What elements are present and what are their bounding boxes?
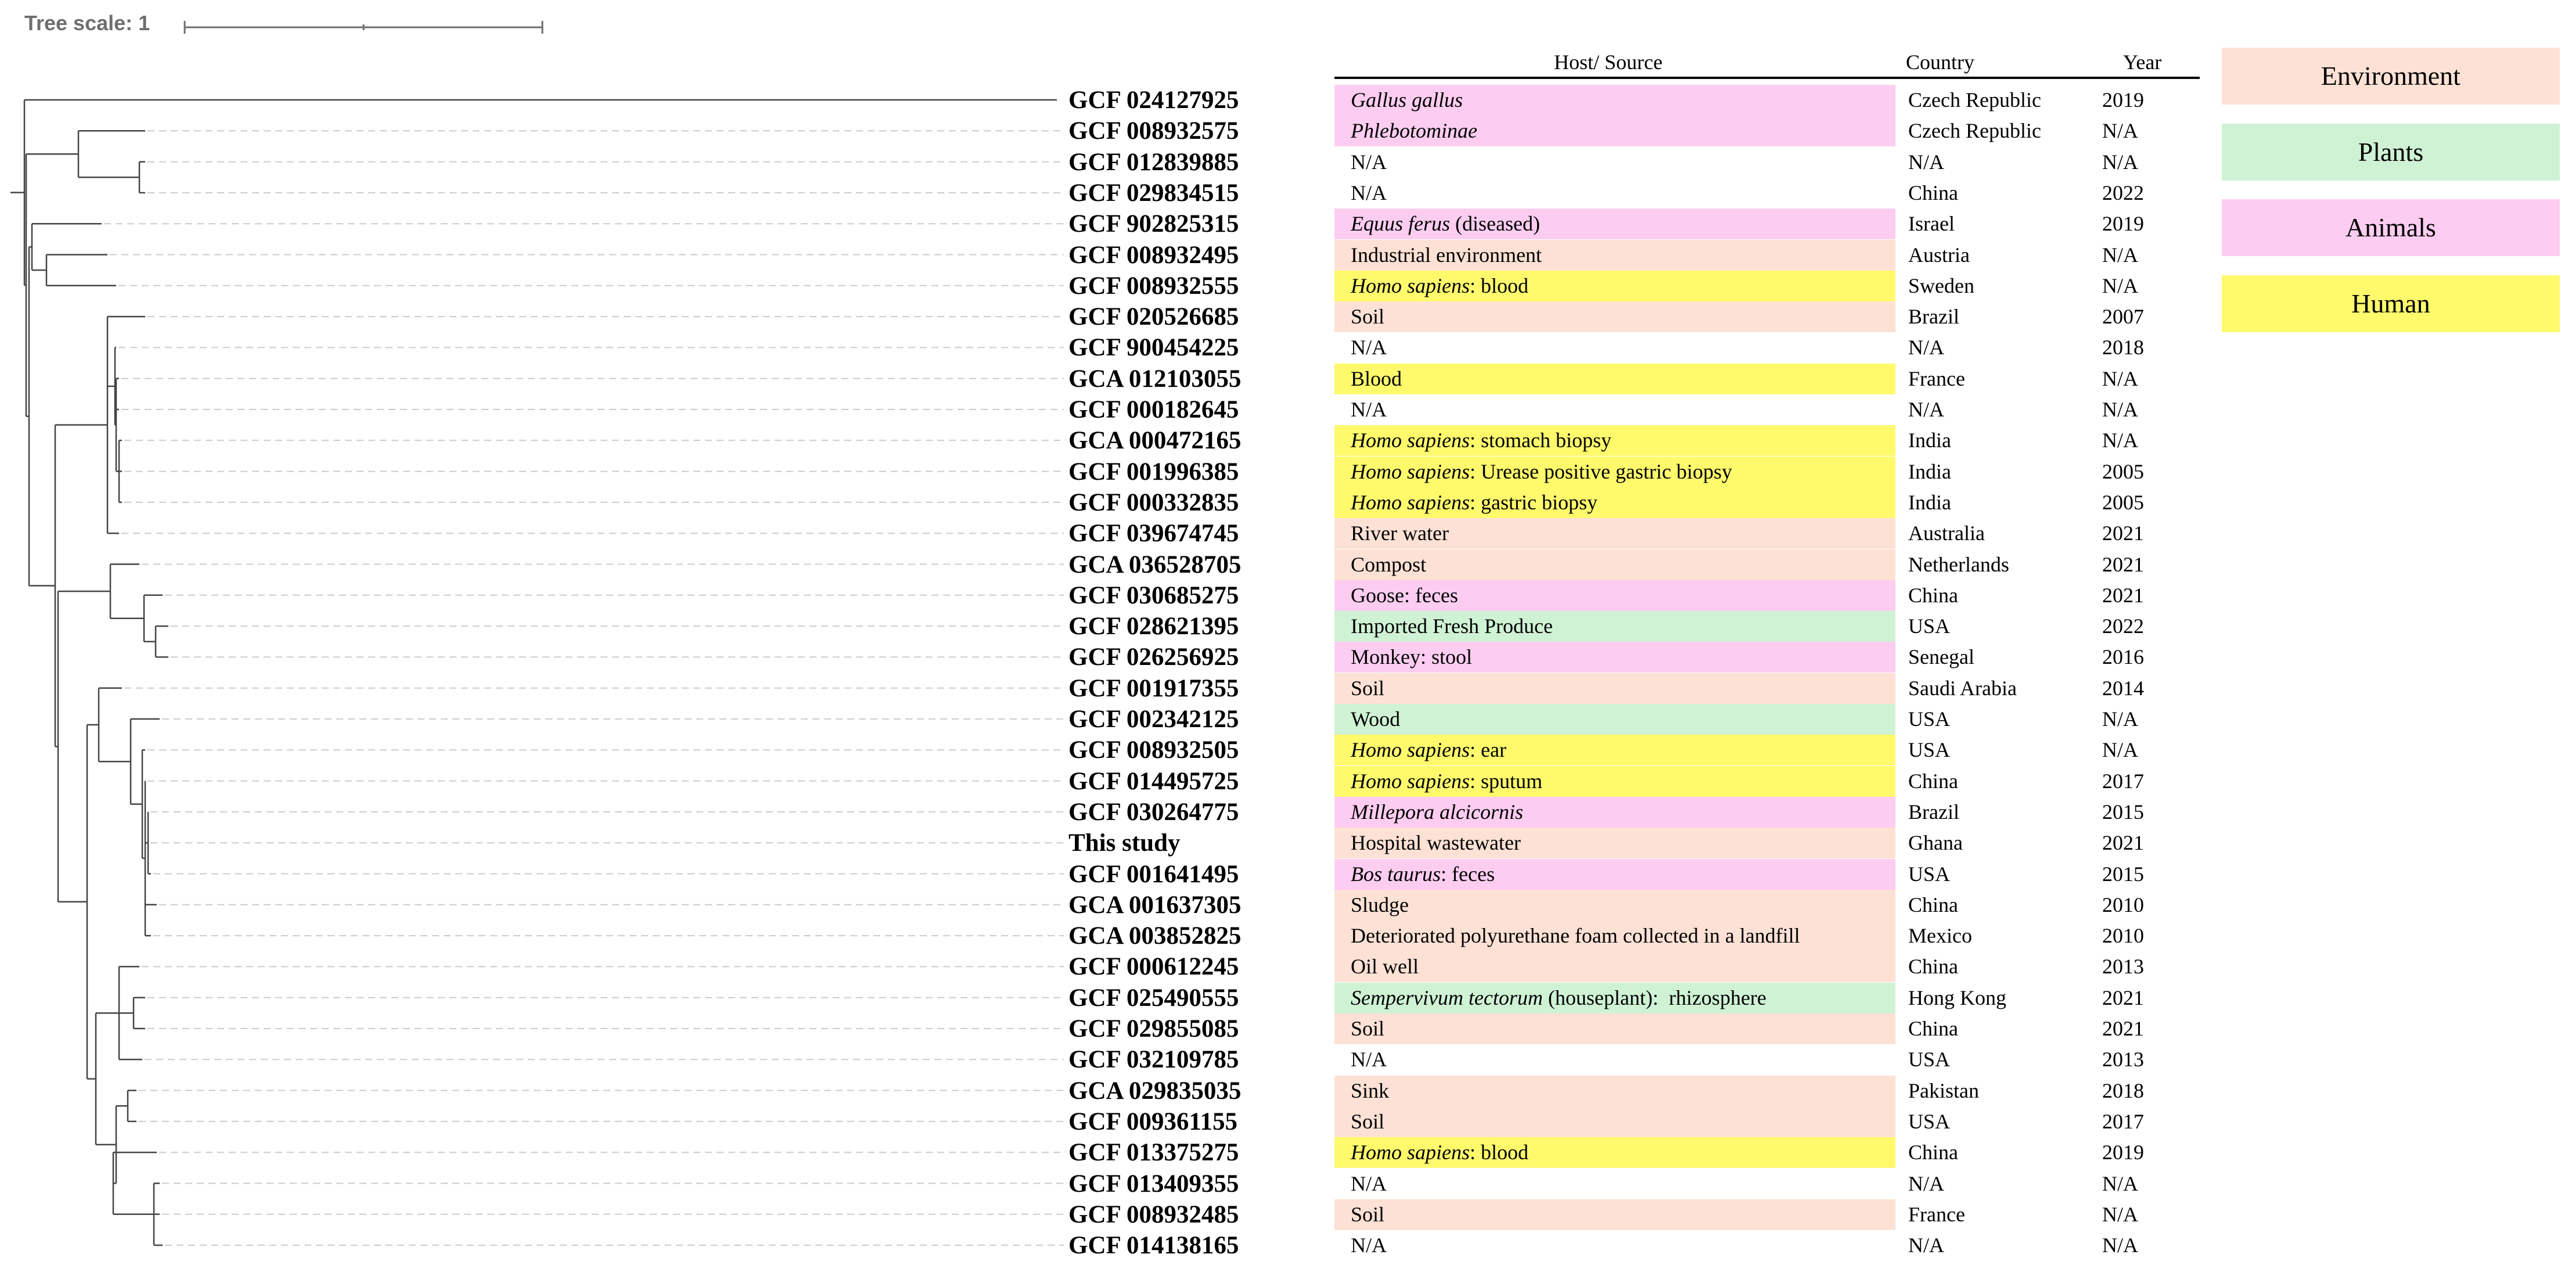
year-cell: N/A xyxy=(2102,243,2138,267)
host-source-text: Goose: feces xyxy=(1351,583,1458,607)
year-cell: 2005 xyxy=(2102,490,2144,514)
country-cell: N/A xyxy=(1908,150,1944,174)
leaf-label: GCA 012103055 xyxy=(1068,365,1242,393)
host-source-text: : gastric biopsy xyxy=(1470,490,1598,514)
country-cell: Netherlands xyxy=(1908,552,2009,576)
host-source-text: Imported Fresh Produce xyxy=(1351,614,1553,638)
host-source-cell xyxy=(1334,580,1895,611)
host-source-text: : ear xyxy=(1470,738,1506,762)
host-source-cell xyxy=(1334,1168,1895,1199)
year-cell: 2021 xyxy=(2102,1017,2144,1040)
year-cell: 2019 xyxy=(2102,88,2144,112)
host-source-cell xyxy=(1334,1076,1895,1106)
country-cell: N/A xyxy=(1908,398,1944,421)
host-species-name: Homo sapiens xyxy=(1351,459,1470,483)
country-cell: Ghana xyxy=(1908,831,1963,855)
country-cell: Austria xyxy=(1908,243,1970,267)
year-cell: N/A xyxy=(2102,1234,2138,1257)
host-source-cell xyxy=(1334,549,1895,580)
leaf-label: GCF 001641495 xyxy=(1068,860,1239,888)
host-source-cell xyxy=(1334,425,1895,456)
year-cell: N/A xyxy=(2102,429,2138,452)
host-source-cell xyxy=(1334,890,1895,921)
country-cell: China xyxy=(1908,955,1958,979)
country-cell: USA xyxy=(1908,862,1951,886)
leaf-label: GCF 002342125 xyxy=(1068,706,1239,733)
country-cell: N/A xyxy=(1908,1234,1944,1257)
host-source-text: : feces xyxy=(1441,862,1495,886)
leaf-label: GCF 001996385 xyxy=(1068,458,1239,486)
host-species-name: Homo sapiens xyxy=(1351,490,1470,514)
leaf-label: GCF 013409355 xyxy=(1068,1170,1239,1198)
host-species-name: Bos taurus xyxy=(1351,862,1441,886)
legend-item-plants: Plants xyxy=(2222,124,2560,181)
host-source-text: Soil xyxy=(1351,1202,1385,1226)
host-species-name: Millepora alcicornis xyxy=(1351,800,1523,824)
host-source-cell xyxy=(1334,301,1895,332)
host-source-cell xyxy=(1334,983,1895,1013)
host-species-name: Phlebotominae xyxy=(1351,119,1477,143)
legend-item-human: Human xyxy=(2222,275,2560,332)
country-cell: France xyxy=(1908,1202,1965,1226)
leaf-label: GCF 008932485 xyxy=(1068,1200,1239,1228)
leaf-label: GCA 003852825 xyxy=(1068,922,1242,950)
host-source-cell xyxy=(1334,828,1895,858)
host-source-text: Sludge xyxy=(1351,893,1409,916)
leaf-label: GCF 012839885 xyxy=(1068,148,1239,176)
host-source-text: Hospital wastewater xyxy=(1351,831,1521,855)
host-source-cell xyxy=(1334,859,1895,890)
year-cell: N/A xyxy=(2102,274,2138,297)
host-source-cell xyxy=(1334,364,1895,394)
host-source-cell xyxy=(1334,208,1895,239)
leaf-label: GCF 000182645 xyxy=(1068,396,1239,423)
country-cell: Pakistan xyxy=(1908,1078,1979,1102)
leaf-label: This study xyxy=(1068,829,1181,857)
year-cell: N/A xyxy=(2102,366,2138,390)
host-source-text: Compost xyxy=(1351,552,1427,576)
host-source-text: River water xyxy=(1351,522,1449,545)
host-species-name: Homo sapiens xyxy=(1351,429,1470,452)
host-source-cell xyxy=(1334,85,1895,116)
host-source-text: Deteriorated polyurethane foam collected in a landfill xyxy=(1351,924,1800,948)
year-cell: 2021 xyxy=(2102,986,2144,1009)
host-source-cell xyxy=(1334,240,1895,271)
year-cell: 2010 xyxy=(2102,924,2144,948)
host-species-name: Gallus gallus xyxy=(1351,88,1463,112)
leaf-label: GCF 009361155 xyxy=(1068,1108,1238,1135)
host-source-text: N/A xyxy=(1351,181,1387,204)
country-cell: Sweden xyxy=(1908,274,1974,297)
host-source-cell xyxy=(1334,704,1895,735)
leaf-label: GCF 000612245 xyxy=(1068,953,1239,981)
host-source-cell xyxy=(1334,735,1895,765)
leaf-label: GCF 013375275 xyxy=(1068,1139,1239,1167)
country-cell: Mexico xyxy=(1908,924,1972,948)
leaf-label: GCF 030264775 xyxy=(1068,798,1239,826)
year-cell: N/A xyxy=(2102,398,2138,421)
host-species-name: Homo sapiens xyxy=(1351,1141,1470,1164)
host-source-text: Monkey: stool xyxy=(1351,645,1473,669)
year-cell: N/A xyxy=(2102,119,2138,143)
host-species-name: Homo sapiens xyxy=(1351,769,1470,793)
country-cell: Australia xyxy=(1908,522,1985,545)
country-cell: China xyxy=(1908,1017,1958,1040)
host-source-text: Oil well xyxy=(1351,955,1419,979)
year-cell: 2015 xyxy=(2102,800,2144,824)
host-source-cell xyxy=(1334,518,1895,549)
host-source-text: Wood xyxy=(1351,707,1401,731)
year-cell: 2021 xyxy=(2102,831,2144,855)
host-source-text: N/A xyxy=(1351,1171,1387,1195)
host-source-cell xyxy=(1334,642,1895,673)
year-cell: N/A xyxy=(2102,738,2138,762)
host-source-cell xyxy=(1334,797,1895,828)
leaf-label: GCF 028621395 xyxy=(1068,613,1239,641)
year-cell: 2018 xyxy=(2102,336,2144,359)
host-source-text: Soil xyxy=(1351,676,1385,700)
year-cell: 2007 xyxy=(2102,305,2144,329)
country-cell: China xyxy=(1908,769,1958,793)
leaf-label: GCF 008932555 xyxy=(1068,272,1239,300)
leaf-label: GCA 029835035 xyxy=(1068,1077,1242,1105)
country-cell: USA xyxy=(1908,738,1951,762)
country-cell: India xyxy=(1908,490,1951,514)
host-species-name: Equus ferus xyxy=(1351,212,1450,236)
year-cell: 2017 xyxy=(2102,769,2144,793)
leaf-label: GCF 001917355 xyxy=(1068,674,1239,702)
host-source-cell xyxy=(1334,178,1895,208)
leaf-label: GCF 029855085 xyxy=(1068,1015,1239,1042)
host-source-cell xyxy=(1334,1044,1895,1075)
tree-scale-label: Tree scale: 1 xyxy=(24,11,150,35)
country-cell: USA xyxy=(1908,1048,1951,1072)
host-source-cell xyxy=(1334,332,1895,363)
year-cell: 2013 xyxy=(2102,1048,2144,1072)
header-country: Country xyxy=(1906,51,1975,74)
year-cell: 2005 xyxy=(2102,459,2144,483)
year-cell: 2018 xyxy=(2102,1078,2144,1102)
host-source-cell xyxy=(1334,116,1895,146)
year-cell: 2019 xyxy=(2102,212,2144,236)
year-cell: 2014 xyxy=(2102,676,2144,700)
year-cell: 2021 xyxy=(2102,583,2144,607)
leaf-label: GCF 029834515 xyxy=(1068,179,1239,207)
host-source-cell xyxy=(1334,394,1895,425)
country-cell: N/A xyxy=(1908,1171,1944,1195)
leaf-label: GCF 020526685 xyxy=(1068,303,1239,331)
host-source-text: Industrial environment xyxy=(1351,243,1542,267)
host-source-text: N/A xyxy=(1351,398,1387,421)
host-source-text: Sink xyxy=(1351,1078,1390,1102)
host-source-cell xyxy=(1334,1199,1895,1230)
host-source-cell xyxy=(1334,1137,1895,1168)
host-source-cell xyxy=(1334,1013,1895,1044)
host-source-text: Blood xyxy=(1351,366,1402,390)
year-cell: 2010 xyxy=(2102,893,2144,916)
host-source-text: Soil xyxy=(1351,1017,1385,1040)
year-cell: N/A xyxy=(2102,707,2138,731)
host-source-cell xyxy=(1334,921,1895,951)
host-source-text: : blood xyxy=(1470,1141,1529,1164)
leaf-label: GCF 014495725 xyxy=(1068,767,1239,795)
host-source-cell xyxy=(1334,611,1895,642)
header-host-source: Host/ Source xyxy=(1554,51,1663,74)
host-source-text: : sputum xyxy=(1470,769,1543,793)
year-cell: 2021 xyxy=(2102,552,2144,576)
leaf-label: GCF 008932495 xyxy=(1068,241,1239,269)
year-cell: N/A xyxy=(2102,1171,2138,1195)
host-source-text: N/A xyxy=(1351,1048,1387,1072)
country-cell: India xyxy=(1908,429,1951,452)
host-source-cell xyxy=(1334,766,1895,797)
host-source-text: Soil xyxy=(1351,305,1385,329)
leaf-label: GCA 036528705 xyxy=(1068,551,1242,578)
host-source-text: N/A xyxy=(1351,1234,1387,1257)
host-source-text: (houseplant): rhizosphere xyxy=(1542,986,1766,1009)
year-cell: 2022 xyxy=(2102,181,2144,204)
leaf-label: GCA 000472165 xyxy=(1068,427,1242,455)
year-cell: 2021 xyxy=(2102,522,2144,545)
country-cell: USA xyxy=(1908,707,1951,731)
host-source-cell xyxy=(1334,951,1895,982)
host-source-text: N/A xyxy=(1351,336,1387,359)
country-cell: Senegal xyxy=(1908,645,1974,669)
country-cell: Hong Kong xyxy=(1908,986,2006,1009)
leaf-label: GCA 001637305 xyxy=(1068,891,1242,919)
host-source-cell xyxy=(1334,1106,1895,1137)
leaf-label: GCF 032109785 xyxy=(1068,1046,1239,1074)
year-cell: 2015 xyxy=(2102,862,2144,886)
host-source-text: : stomach biopsy xyxy=(1470,429,1611,452)
country-cell: China xyxy=(1908,583,1958,607)
leaf-label: GCF 030685275 xyxy=(1068,581,1239,609)
legend-item-environment: Environment xyxy=(2222,48,2560,105)
country-cell: N/A xyxy=(1908,336,1944,359)
country-cell: China xyxy=(1908,181,1958,204)
country-cell: China xyxy=(1908,1141,1958,1164)
country-cell: India xyxy=(1908,459,1951,483)
country-cell: Israel xyxy=(1908,212,1955,236)
country-cell: China xyxy=(1908,893,1958,916)
host-species-name: Homo sapiens xyxy=(1351,274,1470,297)
host-source-text: : blood xyxy=(1470,274,1529,297)
country-cell: Brazil xyxy=(1908,305,1959,329)
host-source-cell xyxy=(1334,1230,1895,1261)
country-cell: Saudi Arabia xyxy=(1908,676,2017,700)
host-source-cell xyxy=(1334,456,1895,487)
legend-item-animals: Animals xyxy=(2222,199,2560,256)
leaf-label: GCF 900454225 xyxy=(1068,334,1239,362)
leaf-label: GCF 024127925 xyxy=(1068,87,1239,114)
year-cell: 2017 xyxy=(2102,1109,2144,1133)
leaf-label: GCF 026256925 xyxy=(1068,643,1239,671)
host-source-cell xyxy=(1334,271,1895,301)
country-cell: USA xyxy=(1908,614,1951,638)
leaf-label: GCF 025490555 xyxy=(1068,984,1239,1012)
country-cell: France xyxy=(1908,366,1965,390)
host-source-text: N/A xyxy=(1351,150,1387,174)
year-cell: N/A xyxy=(2102,150,2138,174)
country-cell: Czech Republic xyxy=(1908,88,2041,112)
year-cell: 2019 xyxy=(2102,1141,2144,1164)
country-cell: USA xyxy=(1908,1109,1951,1133)
leaf-label: GCF 008932505 xyxy=(1068,736,1239,764)
host-source-cell xyxy=(1334,673,1895,704)
host-species-name: Sempervivum tectorum xyxy=(1351,986,1543,1009)
year-cell: 2022 xyxy=(2102,614,2144,638)
header-rule xyxy=(1334,77,2200,79)
leaf-label: GCF 902825315 xyxy=(1068,210,1239,238)
leaf-label: GCF 000332835 xyxy=(1068,488,1239,516)
host-source-text: (diseased) xyxy=(1450,212,1540,236)
host-source-text: Soil xyxy=(1351,1109,1385,1133)
leaf-label: GCF 039674745 xyxy=(1068,520,1239,548)
year-cell: 2016 xyxy=(2102,645,2144,669)
host-source-text: : Urease positive gastric biopsy xyxy=(1470,459,1732,483)
host-species-name: Homo sapiens xyxy=(1351,738,1470,762)
year-cell: N/A xyxy=(2102,1202,2138,1226)
header-year: Year xyxy=(2123,51,2162,74)
host-source-cell xyxy=(1334,147,1895,178)
country-cell: Brazil xyxy=(1908,800,1959,824)
year-cell: 2013 xyxy=(2102,955,2144,979)
country-cell: Czech Republic xyxy=(1908,119,2041,143)
leaf-label: GCF 008932575 xyxy=(1068,117,1239,145)
leaf-label: GCF 014138165 xyxy=(1068,1232,1239,1260)
host-source-cell xyxy=(1334,487,1895,518)
